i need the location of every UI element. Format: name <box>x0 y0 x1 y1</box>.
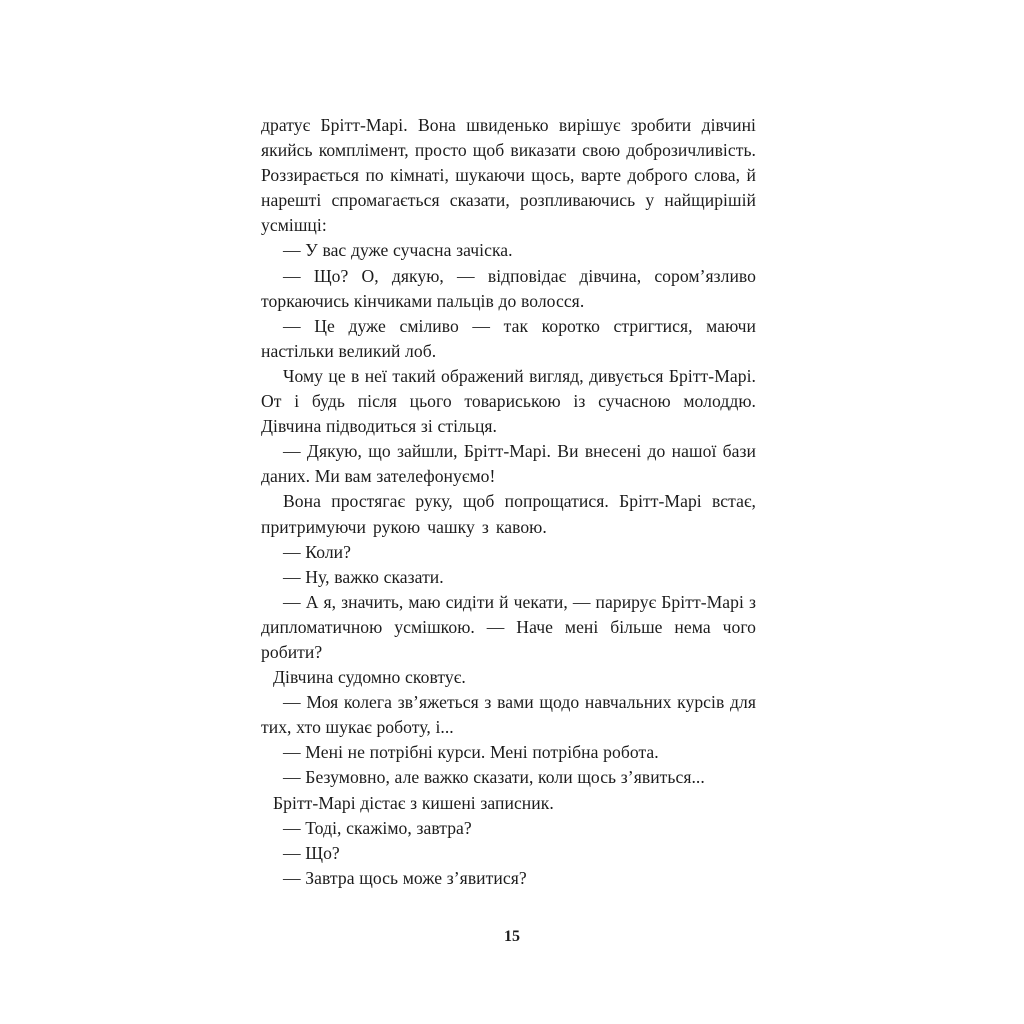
dialogue-line: — Це дуже сміливо — так коротко стригтися, маючи настільки великий лоб. <box>261 315 756 361</box>
dialogue-line: — Моя колега зв’яжеться з вами щодо навчальних курсів для тих, хто шукає роботу, і... <box>261 692 756 738</box>
dialogue-line: — Дякую, що зайшли, Брітт-Марі. Ви внесені до нашої бази даних. Ми вам зателефонуємо! <box>261 441 756 487</box>
dialogue-line: — Мені не потрібні курси. Мені потрібна робота. <box>283 742 659 763</box>
paragraph-narration: Вона простягає руку, щоб попрощатися. Брітт-Марі встає, притримуючи рукою чашку з кавою. <box>261 491 756 537</box>
dialogue-line: — Тоді, скажімо, завтра? <box>283 817 472 838</box>
page-number: 15 <box>504 928 520 945</box>
dialogue-line: — Коли? <box>283 541 351 562</box>
paragraph-narration: Чому це в неї такий ображений вигляд, дивується Брітт-Марі. От і будь після цього товариською із сучасною молоддю. Дівчина підводиться зі стільця. <box>261 365 756 437</box>
dialogue-line: — Що? О, дякую, — відповідає дівчина, сором’язливо торкаючись кінчиками пальців до волосся. <box>261 265 756 311</box>
dialogue-line: — А я, значить, маю сидіти й чекати, — парирує Брітт-Марі з дипломатичною усмішкою. — Наче мені більше нема чого робити? <box>261 591 756 662</box>
dialogue-line: — У вас дуже сучасна зачіска. <box>283 240 513 261</box>
dialogue-line: — Безумовно, але важко сказати, коли щось з’явиться... <box>283 767 705 788</box>
body-text-column <box>261 113 756 891</box>
paragraph-continuation: дратує Брітт-Марі. Вона швиденько вирішує зробити дівчині якийсь комплімент, просто щоб виказати свою доброзичливість. Роззирається по кімнаті, шукаючи щось, варте доброго слова, й нарешті спромагається сказати, розпливаючись у найщирішій усмішці: <box>261 115 756 236</box>
dialogue-line: — Ну, важко сказати. <box>283 566 444 587</box>
dialogue-line: — Що? <box>283 842 340 863</box>
dialogue-line: — Завтра щось може з’явитися? <box>283 867 527 888</box>
paragraph-narration: Брітт-Марі дістає з кишені записник. <box>273 792 554 813</box>
paragraph-narration: Дівчина судомно сковтує. <box>273 667 466 688</box>
